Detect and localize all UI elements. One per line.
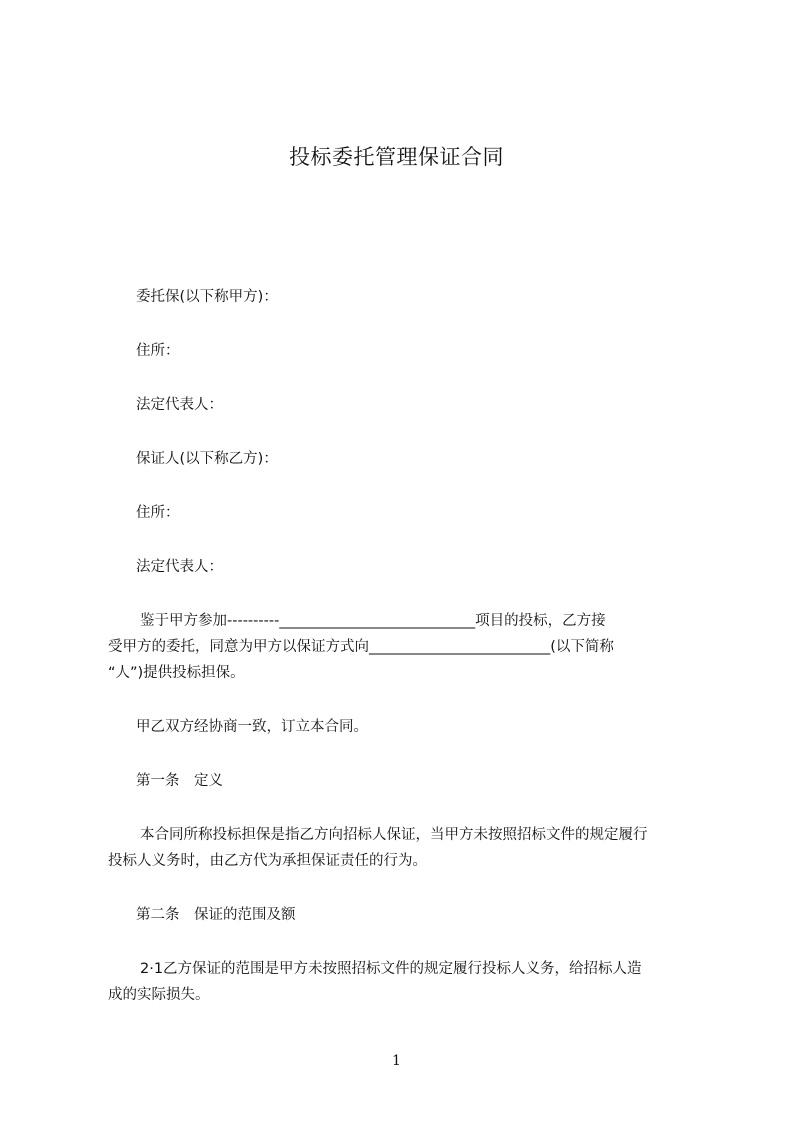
article-1-heading: 第一条 定义 xyxy=(136,773,223,789)
field-guarantor: 保证人(以下称乙方)： xyxy=(136,451,278,467)
clause-2-1-line-2: 成的实际损失。 xyxy=(108,987,210,1003)
document-body xyxy=(108,284,708,1008)
whereas-paragraph xyxy=(108,608,708,686)
field-guarantor-representative: 法定代表人： xyxy=(136,559,223,575)
whereas-line-2: 受甲方的委托，同意为甲方以保证方式向_________________________(以下简称 xyxy=(108,639,614,655)
article-1-paragraph xyxy=(108,822,708,874)
field-principal-representative: 法定代表人： xyxy=(136,397,223,413)
whereas-line-3: “人”)提供投标担保。 xyxy=(108,665,245,681)
article-2-heading: 第二条 保证的范围及额 xyxy=(136,907,296,923)
field-guarantor-address: 住所： xyxy=(136,505,180,521)
clause-2-1 xyxy=(108,956,708,1008)
document-title: 投标委托管理保证合同 xyxy=(289,145,504,169)
article-1-line-1: 本合同所称投标担保是指乙方向招标人保证，当甲方未按照招标文件的规定履行 xyxy=(140,827,648,843)
field-principal: 委托保(以下称甲方)： xyxy=(136,289,278,305)
page-number: 1 xyxy=(392,1053,401,1069)
article-1-line-2: 投标人义务时，由乙方代为承担保证责任的行为。 xyxy=(108,853,427,869)
agreement-paragraph: 甲乙双方经协商一致，订立本合同。 xyxy=(136,719,368,735)
whereas-line-1: 鉴于甲方参加----------___________________________项目的投标，乙方接 xyxy=(140,613,606,629)
clause-2-1-line-1: 2·1乙方保证的范围是甲方未按照招标文件的规定履行投标人义务，给招标人造 xyxy=(140,961,642,977)
field-principal-address: 住所： xyxy=(136,343,180,359)
